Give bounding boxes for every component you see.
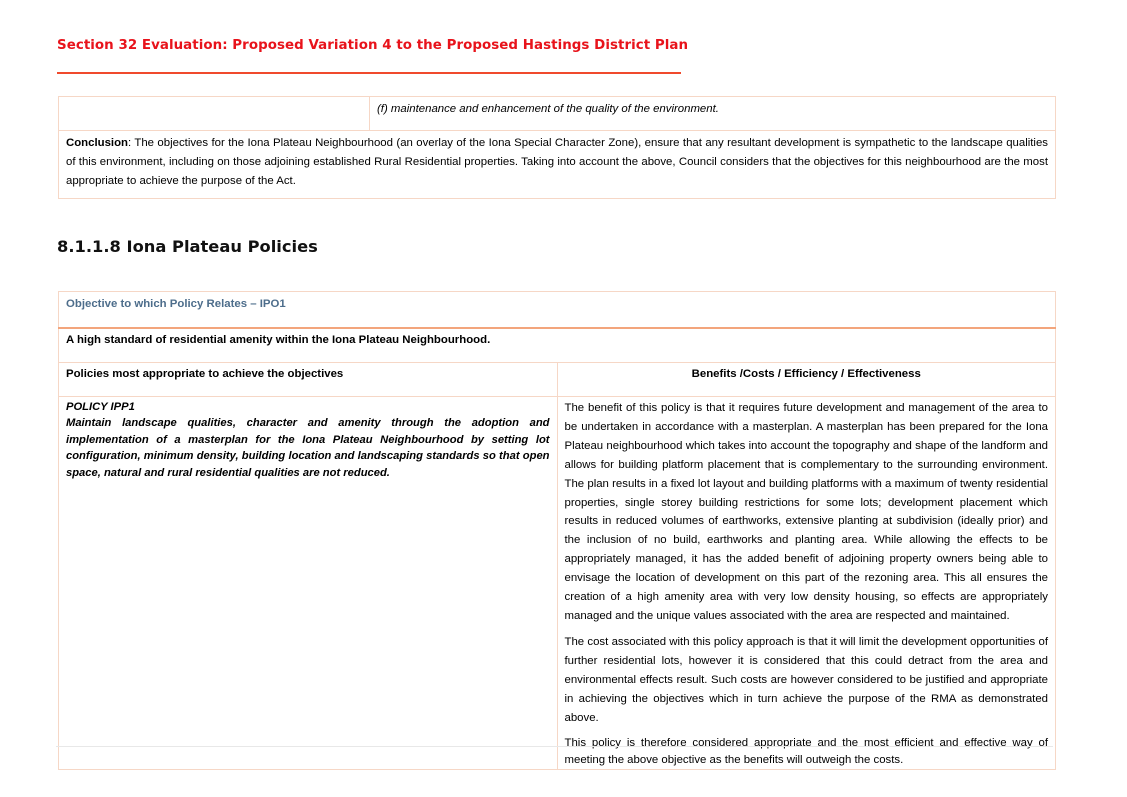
header-divider	[57, 72, 681, 74]
conclusion-label: Conclusion	[66, 137, 129, 149]
benefits-cell	[557, 397, 1056, 770]
benefits-paragraph: The benefit of this policy is that it requires future development and management of the area to be undertaken in accordance with a masterplan. A masterplan has been prepared for the Iona Plateau neighbourhood which takes into account the topography and shape of the landform and allows for building platform placement that is complementary to the surrounding environment. The plan results in a fixed lot layout and building platforms with a maximum of twenty residential properties, single storey building restrictions for some lots; development placement which results in reduced volumes of earthworks, extensive planting at subdivision (ideally prior) and the inclusion of no build, earthworks and planting area. While allowing the effects to be appropriately managed, it has the added benefit of adjoining property owners being able to envisage the location of development on this part of the rezoning area. This all ensures the creation of a high amenity area with very low density housing, so effects are appropriately managed and the unique values associated with the area are respected and maintained.	[564, 402, 1048, 622]
table-row	[59, 131, 1056, 199]
previous-objectives-table	[58, 96, 1056, 199]
objective-heading: Objective to which Policy Relates – IPO1	[59, 292, 1056, 329]
policy-id: POLICY IPP1	[66, 401, 135, 413]
policy-cell	[59, 397, 558, 770]
column-header-benefits: Benefits /Costs / Efficiency / Effectiveness	[557, 363, 1056, 397]
column-header-policies: Policies most appropriate to achieve the objectives	[59, 363, 558, 397]
costs-paragraph: The cost associated with this policy approach is that it will limit the development opportunities of further residential lots, however it is considered that this could detract from the area and environmental effects result. Such costs are however considered to be justified and appropriate in achieving the objectives which in turn achieve the purpose of the RMA as demonstrated above.	[564, 636, 1048, 724]
table-row	[59, 328, 1056, 363]
policy-evaluation-table	[58, 291, 1056, 770]
conclusion-paragraph: This policy is therefore considered appropriate and the most efficient and effective way of meeting the above objective as the benefits will outweigh the costs.	[564, 737, 1048, 767]
objective-text: A high standard of residential amenity within the Iona Plateau Neighbourhood.	[59, 328, 1056, 363]
table-row	[59, 97, 1056, 131]
table-row	[59, 292, 1056, 329]
page-header-title: Section 32 Evaluation: Proposed Variation 4 to the Proposed Hastings District Plan	[57, 38, 689, 53]
objective-item-f: (f) maintenance and enhancement of the quality of the environment.	[370, 97, 1056, 131]
policy-text: Maintain landscape qualities, character and amenity through the adoption and implementation of a masterplan for the Iona Plateau Neighbourhood by setting lot configuration, minimum density, building location and landscaping standards so that open space, natural and rural residential qualities are not reduced.	[66, 417, 550, 479]
conclusion-cell	[59, 131, 1056, 199]
table-header-row	[59, 363, 1056, 397]
section-heading: 8.1.1.8 Iona Plateau Policies	[57, 237, 318, 256]
table-row	[59, 397, 1056, 770]
footer-divider	[56, 746, 1053, 747]
conclusion-text: : The objectives for the Iona Plateau Neighbourhood (an overlay of the Iona Special Character Zone), ensure that any resultant development is sympathetic to the landscape qualities of this environment, including on those adjoining established Rural Residential properties. Taking into account the above, Council considers that the objectives for this neighbourhood are the most appropriate to achieve the purpose of the Act.	[66, 137, 1048, 187]
empty-cell	[59, 97, 370, 131]
